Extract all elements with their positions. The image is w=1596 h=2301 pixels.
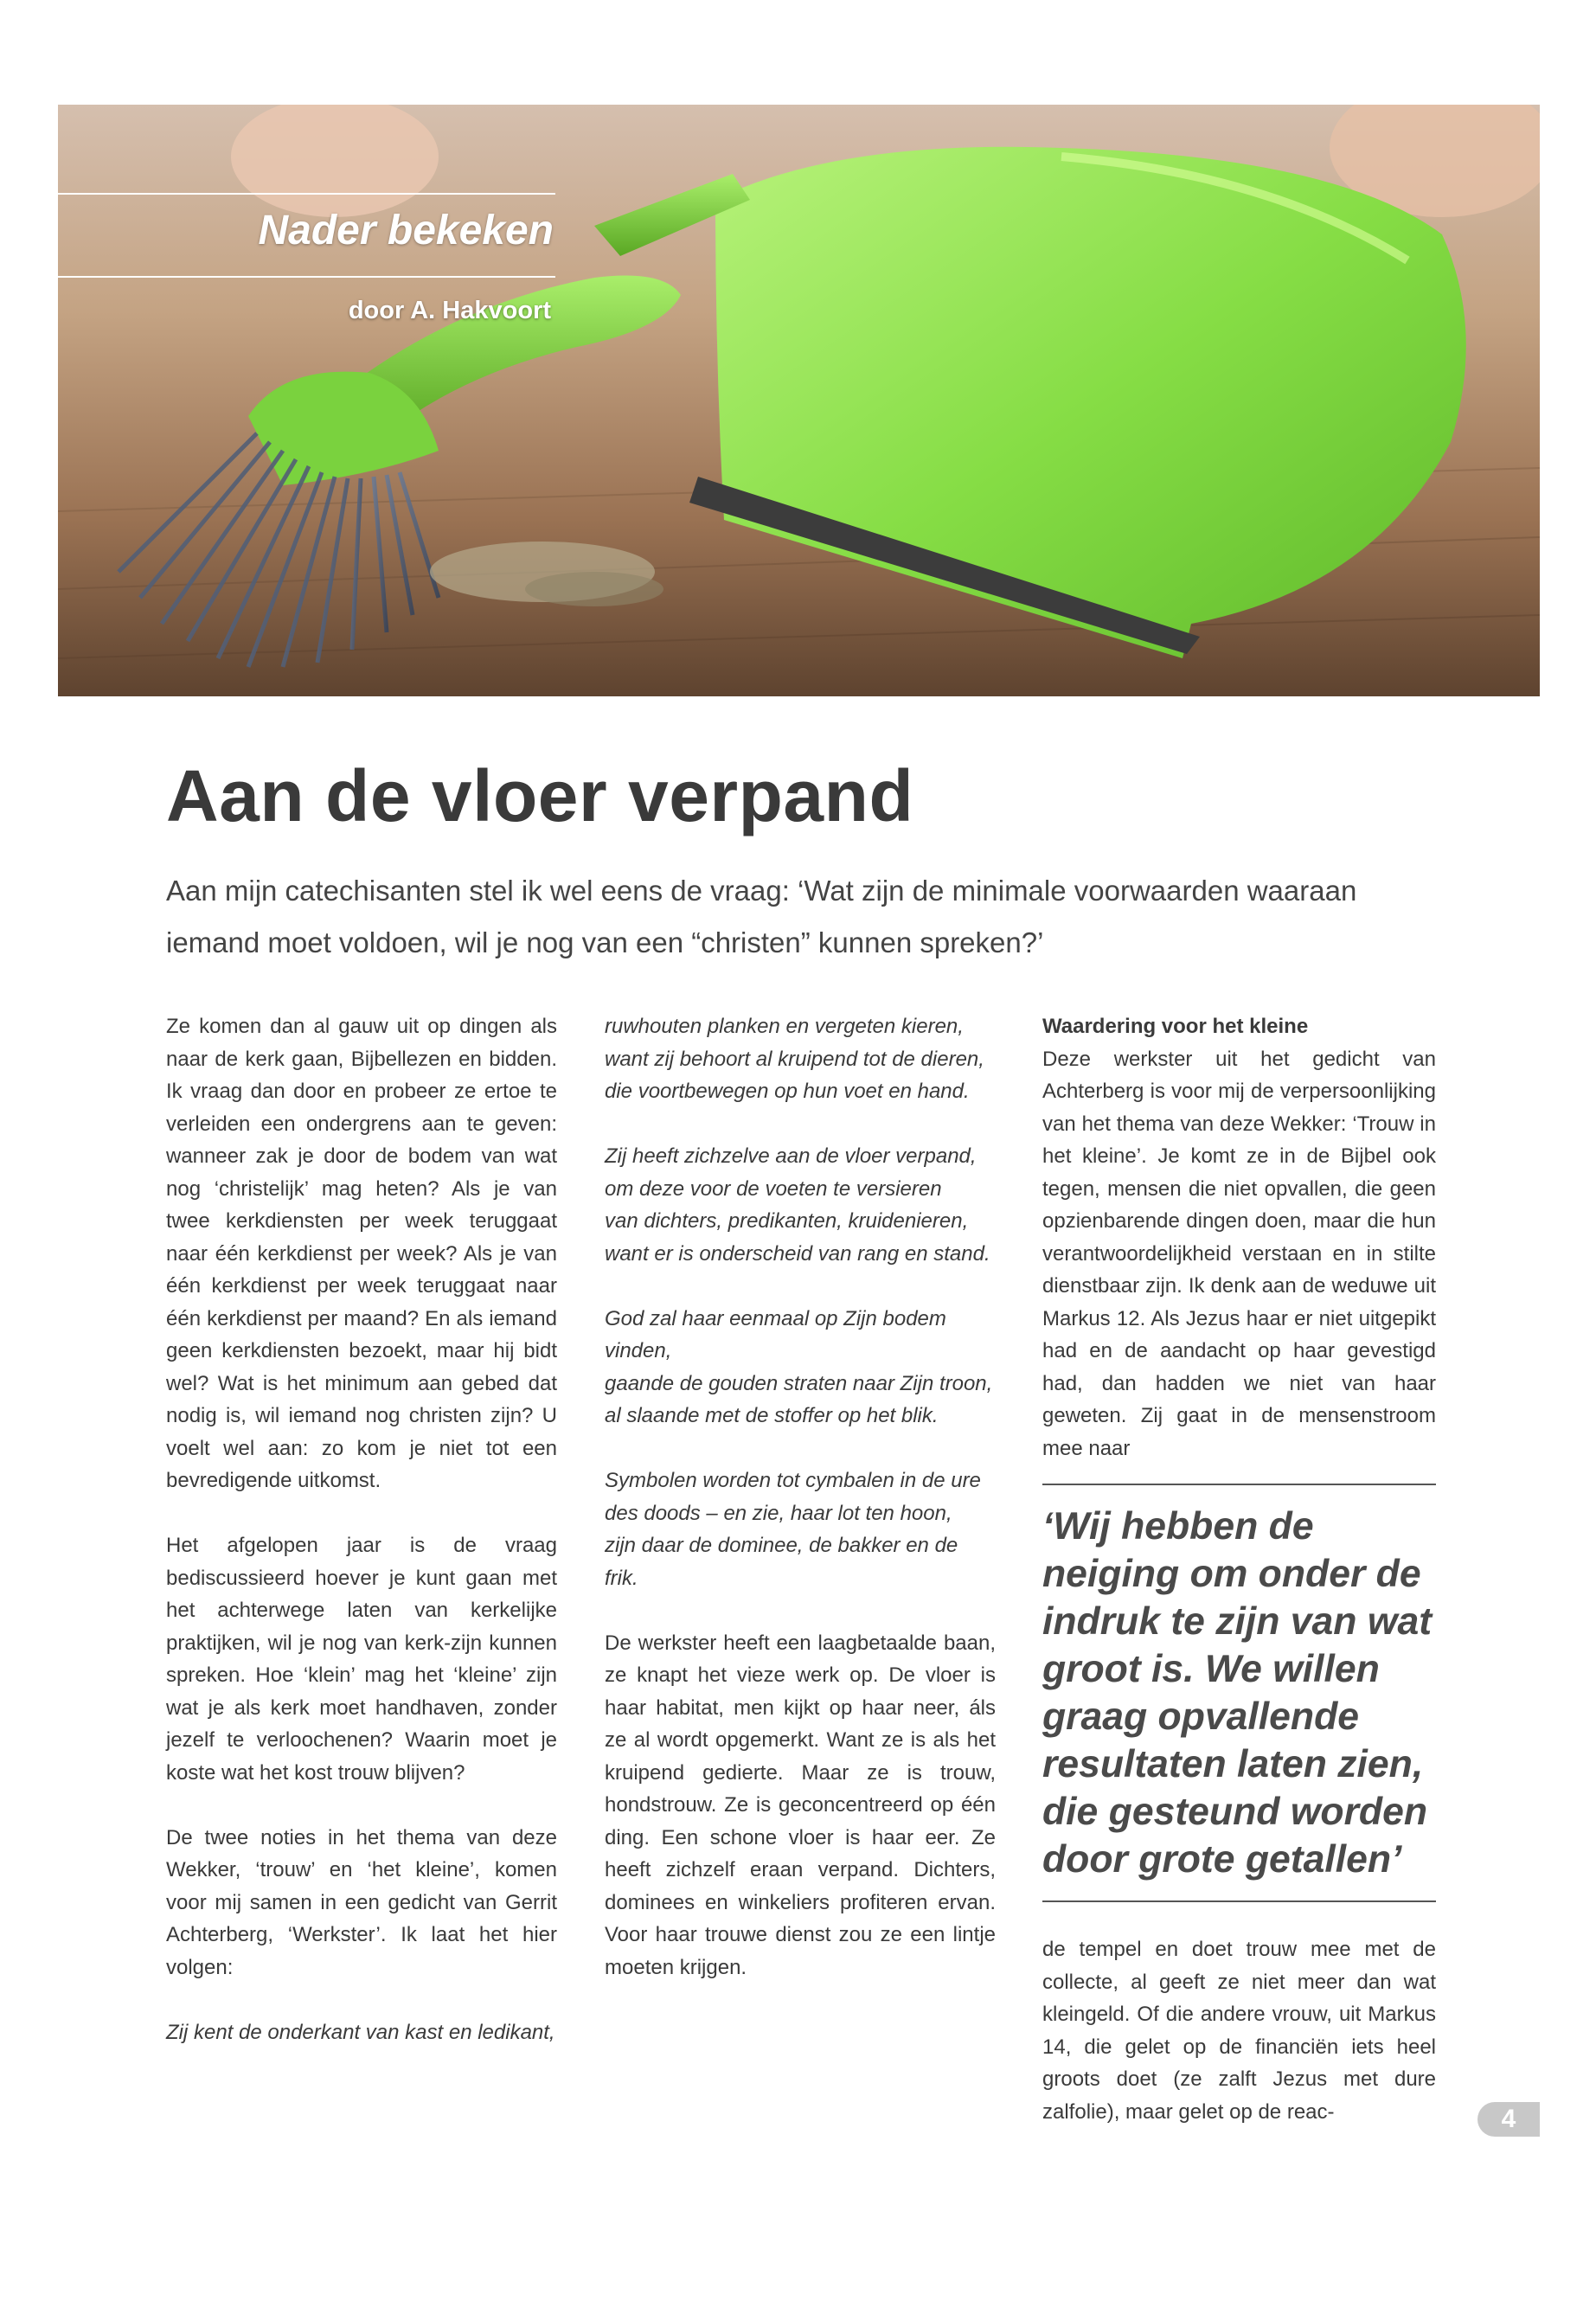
section-block	[1042, 1010, 1436, 1465]
label-rule-bottom	[58, 276, 555, 278]
poem-line: want er is onderscheid van rang en stand.	[605, 1241, 990, 1266]
poem-line: zijn daar de dominee, de bakker en de frik.	[605, 1534, 958, 1590]
column-2	[605, 1010, 996, 1984]
poem-line: want zij behoort al kruipend tot de dieren,	[605, 1047, 984, 1071]
poem-line: al slaande met de stoffer op het blik.	[605, 1404, 939, 1427]
poem-line: van dichters, predikanten, kruidenieren,	[605, 1209, 969, 1233]
section-heading: Waardering voor het kleine	[1042, 1015, 1309, 1038]
article-intro: Aan mijn catechisanten stel ik wel eens de vraag: ‘Wat zijn de minimale voorwaarden waaraan iemand moet voldoen, wil je nog van een “christen” kunnen spreken?’	[166, 875, 1357, 958]
poem-line: Zij heeft zichzelve aan de vloer verpand,	[605, 1144, 977, 1168]
page-number: 4	[1477, 2102, 1540, 2137]
section-label: Nader bekeken	[258, 208, 554, 253]
hero-image	[58, 105, 1540, 696]
poem-stanza	[605, 1140, 996, 1270]
poem-line: ruwhouten planken en vergeten kieren,	[605, 1015, 964, 1038]
poem-stanza	[605, 1465, 996, 1594]
poem	[605, 1010, 996, 1594]
column-1	[166, 1010, 557, 2048]
pullquote-rule-top	[1042, 1484, 1436, 1485]
label-rule-top	[58, 193, 555, 195]
pullquote: ‘Wij hebben de neiging om onder de indruk te zijn van wat groot is. We willen graag opvallende resultaten laten zien, die gesteund worden door grote getallen’	[1042, 1505, 1433, 1881]
poem-stanza	[605, 1303, 996, 1433]
column-3	[1042, 1010, 1436, 2128]
paragraph: de tempel en doet trouw mee met de collecte, al geeft ze niet meer dan wat kleingeld. Of die andere vrouw, uit Markus 14, die gelet op de financiën iets heel groots doet (ze zalft Jezus met dure zalfolie), maar gelet op de reac-	[1042, 1938, 1436, 2124]
poem-line: om deze voor de voeten te versieren	[605, 1176, 942, 1201]
paragraph: Het afgelopen jaar is de vraag bediscussieerd hoever je kunt gaan met het achterwege laten van kerkelijke praktijken, wil je nog van kerk-zijn kunnen spreken. Hoe ‘klein’ mag het ‘kleine’ zijn wat je als kerk moet handhaven, zonder jezelf te verloochenen? Waarin moet je koste wat het kost trouw blijven?	[166, 1534, 557, 1785]
author-byline: door A. Hakvoort	[348, 297, 551, 324]
poem-line: God zal haar eenmaal op Zijn bodem vinden,	[605, 1306, 946, 1362]
paragraph: De twee noties in het thema van deze Wekker, ‘trouw’ en ‘het kleine’, komen voor mij samen in een gedicht van Gerrit Achterberg, ‘Werkster’. Ik laat het hier volgen:	[166, 1825, 557, 1979]
paragraph: De werkster heeft een laagbetaalde baan, ze knapt het vieze werk op. De vloer is haar habitat, men kijkt op haar neer, áls ze al wordt opgemerkt. Want ze is als het kruipend gedierte. Maar ze is trouw, hondstrouw. Ze is geconcentreerd op één ding. Een schone vloer is haar eer. Ze heeft zichzelf eraan verpand. Dichters, dominees en winkeliers profiteren ervan. Voor haar trouwe dienst zou ze een lintje moeten krijgen.	[605, 1631, 996, 1979]
paragraph: Deze werkster uit het gedicht van Achterberg is voor mij de verpersoonlijking van het thema van deze Wekker: ‘Trouw in het kleine’. Je komt ze in de Bijbel ook tegen, mensen die niet opvallen, die geen opzienbarende dingen doen, maar die hun verantwoordelijkheid verstaan en in stilte dienstbaar zijn. Ik denk aan de weduwe uit Markus 12. Als Jezus haar er niet uitgepikt had en de aandacht op haar gevestigd had, dan hadden we niet van haar geweten. Zij gaat in de mensenstroom mee naar	[1042, 1047, 1436, 1460]
pullquote-rule-bottom	[1042, 1900, 1436, 1902]
poem-line: gaande de gouden straten naar Zijn troon,	[605, 1371, 993, 1395]
poem-opening-line: Zij kent de onderkant van kast en ledikant,	[166, 2020, 555, 2044]
poem-stanza	[605, 1010, 996, 1108]
poem-line: die voortbewegen op hun voet en hand.	[605, 1080, 970, 1103]
article-title: Aan de vloer verpand	[166, 755, 914, 836]
poem-line: Symbolen worden tot cymbalen in de ure des doods – en zie, haar lot ten hoon,	[605, 1469, 981, 1525]
paragraph: Ze komen dan al gauw uit op dingen als naar de kerk gaan, Bijbellezen en bidden. Ik vraag dan door en probeer ze ertoe te verleiden een ondergrens aan te geven: wanneer zak je door de bodem van wat nog ‘christelijk’ mag heten? Als je van twee kerkdiensten per week teruggaat naar één kerkdienst per week? Als je van één kerkdienst per week teruggaat naar één kerkdienst per maand? En als iemand geen kerkdiensten bezoekt, maar hij bidt wel? Wat is het minimum aan gebed dat nodig is, wil iemand nog christen zijn? U voelt wel aan: zo kom je niet tot een bevredigende uitkomst.	[166, 1015, 557, 1492]
